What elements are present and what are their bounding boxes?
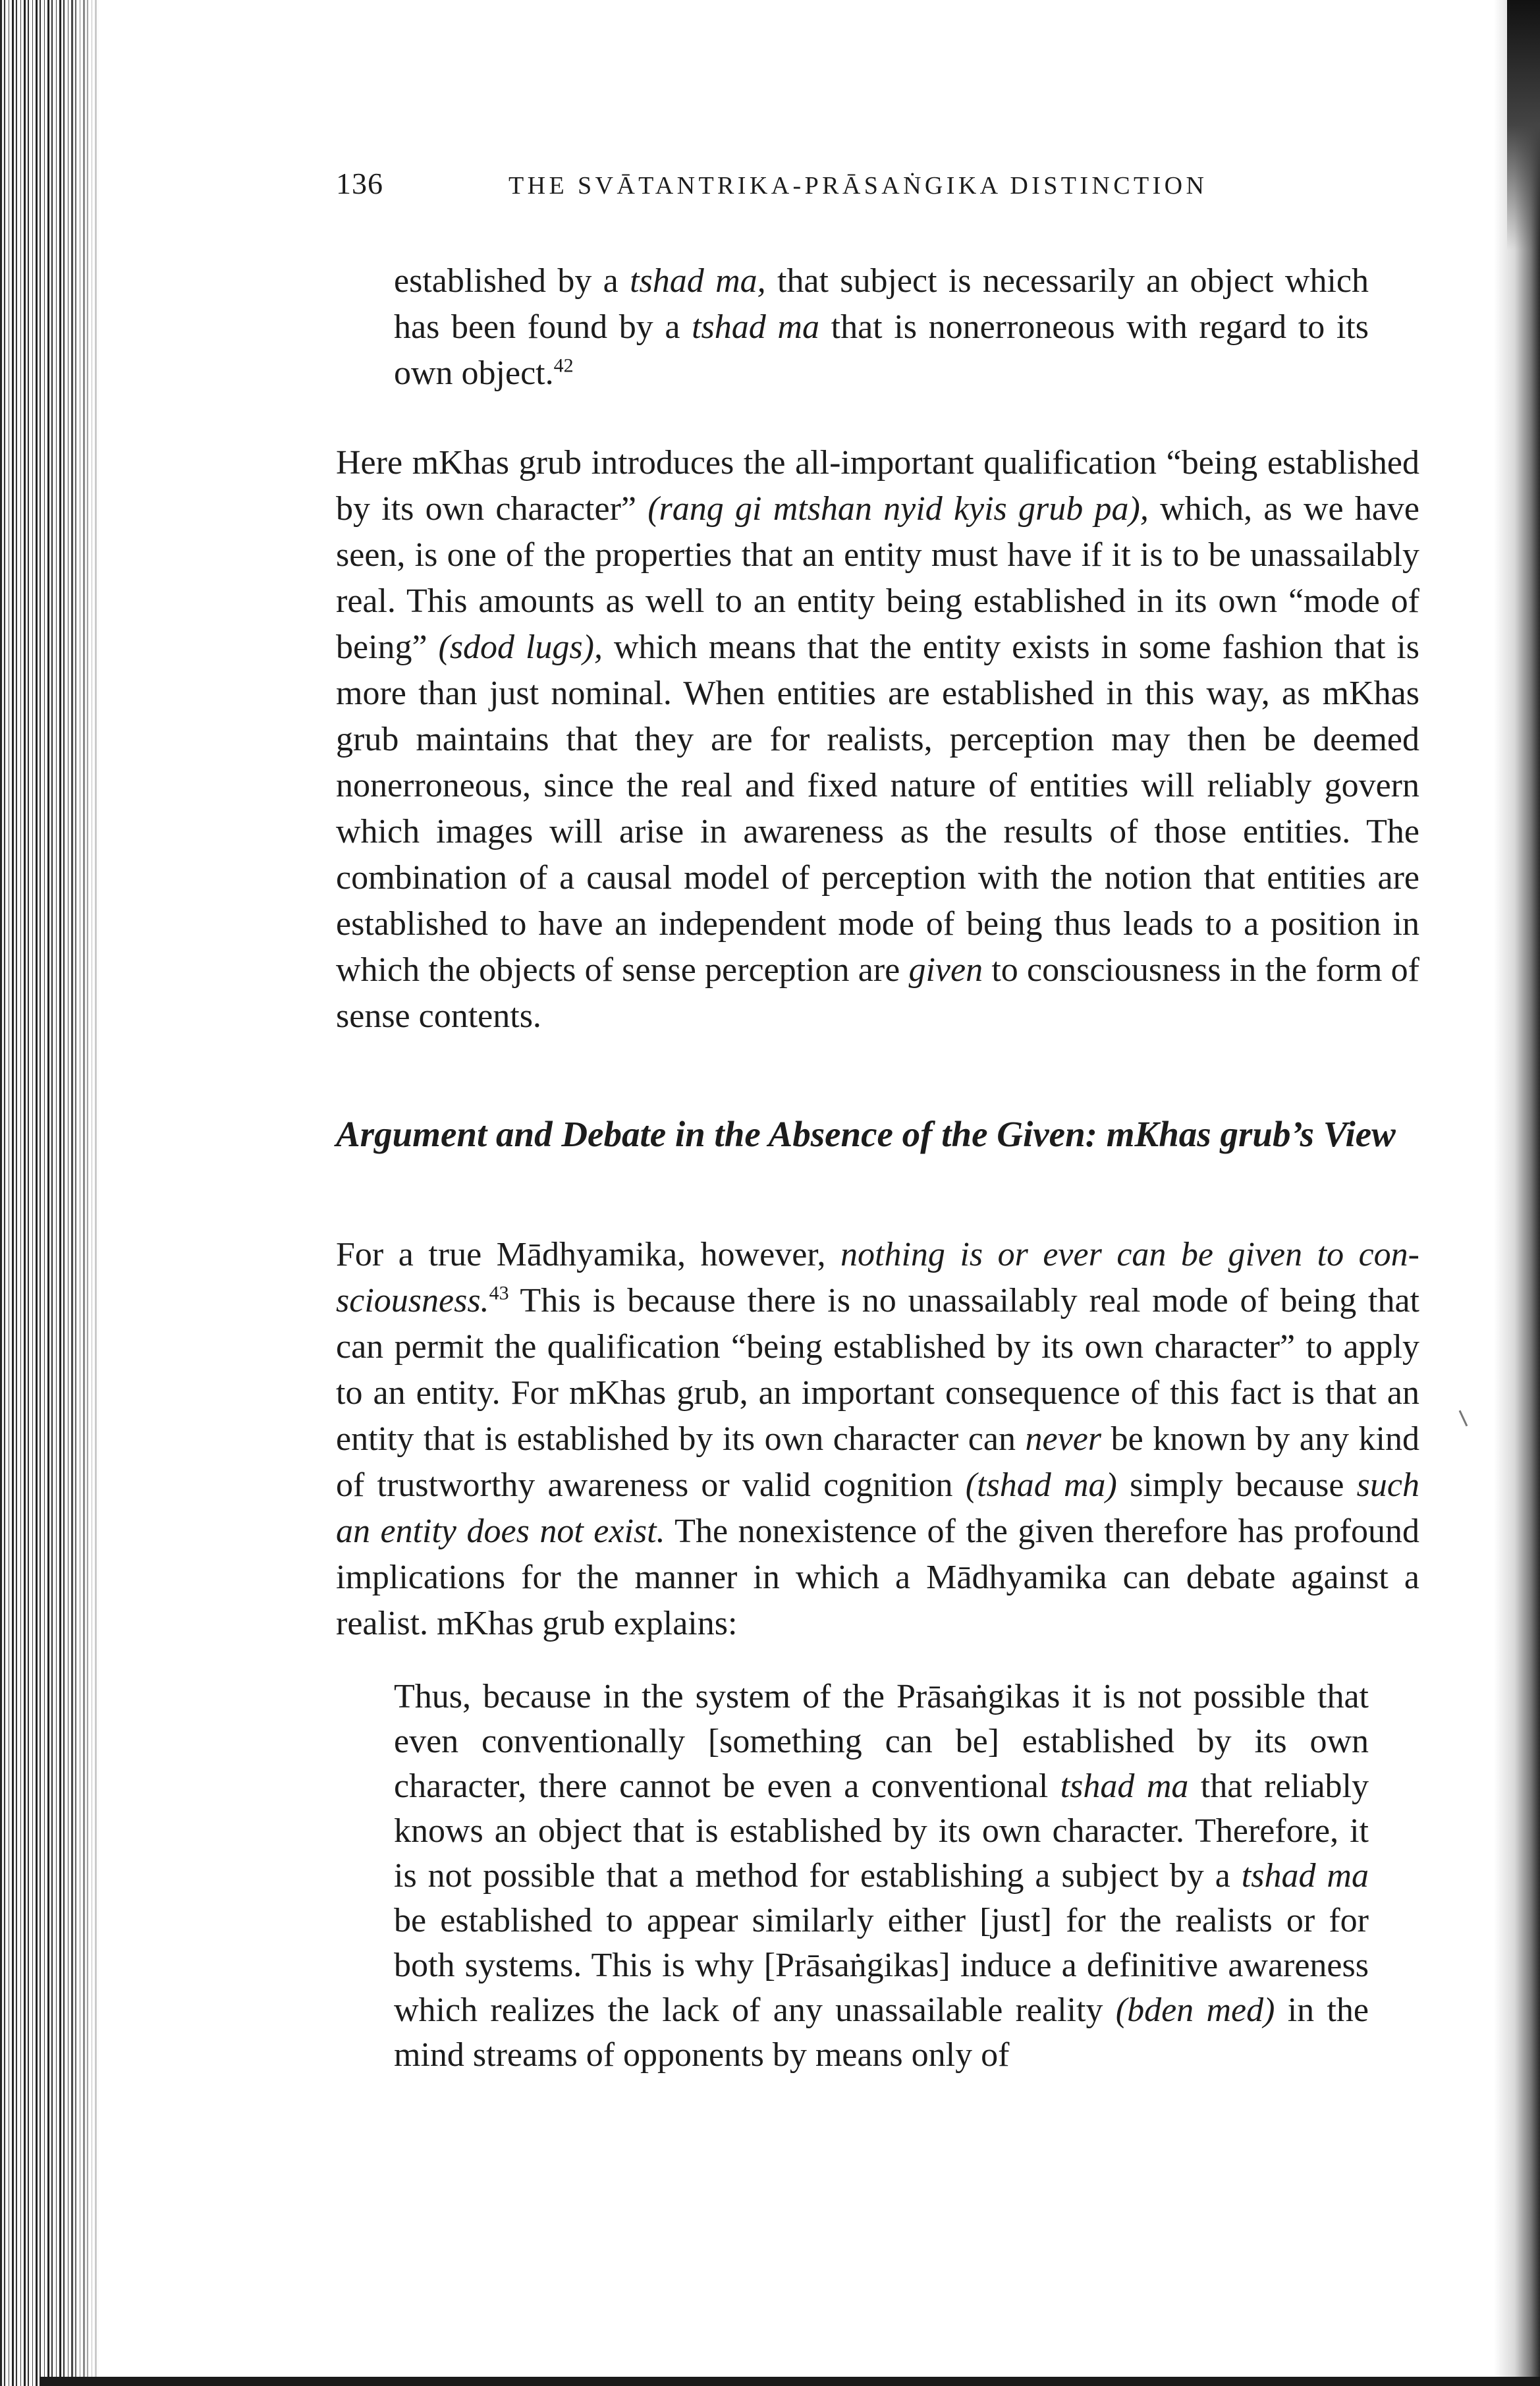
page-number: 136 [336, 167, 383, 200]
running-head-title: THE SVĀTANTRIKA-PRĀSAṄGIKA DISTINCTION [509, 172, 1208, 200]
spine-fade [66, 0, 105, 2386]
block-quote-1: established by a tshad ma, that subject is necessarily an object which has been found by a tshad ma that is nonerroneous with regard to its own object.$^{42}$ [394, 262, 1369, 392]
footnote-ref-43[interactable]: 43 [489, 1282, 509, 1304]
footnote-ref-42[interactable]: 42 [553, 354, 574, 377]
body-paragraph-1: Here mKhas grub introduces the all-important qualification “being established by its own character” (rang gi mtshan nyid kyis grub pa), which, as we have seen, is one of the properties that an entity must have if it is to be unassailably real. This amounts as well to an entity being established in its own “mode of being” (sdod lugs), which means that the entity exists in some fashion that is more than just nominal. When entities are established in this way, as mKhas grub maintains that they are for realists, perception may then be deemed nonerroneous, since the real and fixed nature of entities will reliably govern which images will arise in awareness as the results of those entities. The combination of a causal model of perception with the notion that entities are established to have an independent mode of being thus leads to a position in which the objects of sense perception are given to consciousness in the form of sense contents. [336, 444, 1420, 1035]
block-quote-2: Thus, because in the system of the Prāsaṅgikas it is not possible that even conventionally [something can be] established by its own character, there cannot be even a conventional tshad ma that reliably knows an object that is established by its own character. Therefore, it is not possible that a method for establishing a subject by a tshad ma be established to appear similarly either [just] for the realists or for both systems. This is why [Prāsaṅgikas] induce a definitive awareness which realizes the lack of any unassailable reality (bden med) in the mind streams of opponents by means only of [394, 1678, 1369, 2074]
page-corner-shadow [1507, 0, 1540, 250]
page-edge-shadow [1494, 0, 1540, 2386]
scan-bottom-edge [40, 2377, 1540, 2386]
body-paragraph-2: For a true Mādhyamika, however, nothing is or ever can be given to consciousness.$^{43}$ This is because there is no unassailably real mode of being that can permit the qualification “being established by its own character” to apply to an entity. For mKhas grub, an important consequence of this fact is that an entity that is established by its own character can never be known by any kind of trustworthy awareness or valid cognition (tshad ma) simply because such an entity does not exist. The nonexistence of the given therefore has profound implications for the manner in which a Mādhyamika can debate against a realist. mKhas grub explains: [336, 1236, 1420, 1642]
section-heading: Argument and Debate in the Absence of the Given: mKhas grub’s View [336, 1114, 1396, 1154]
margin-mark [1459, 1410, 1468, 1427]
running-head [336, 166, 1311, 206]
